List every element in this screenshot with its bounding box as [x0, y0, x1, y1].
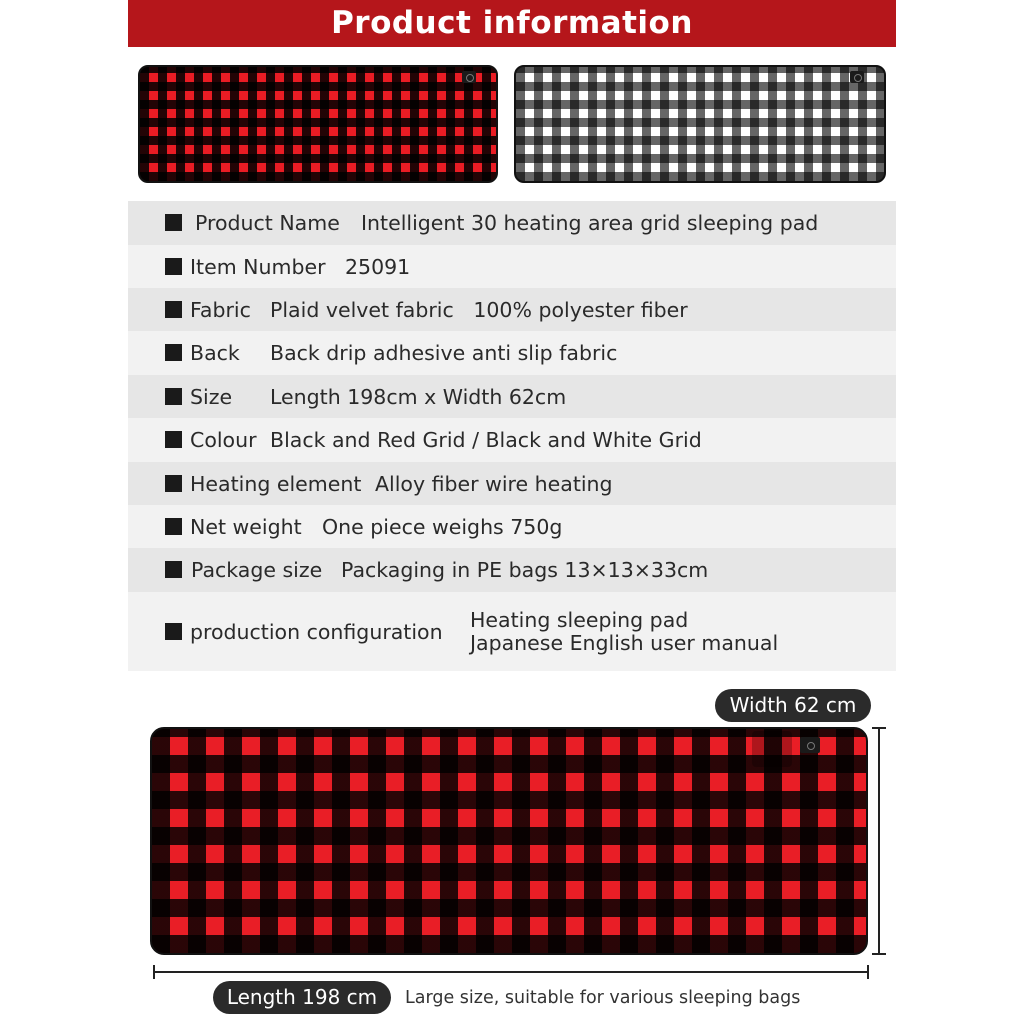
spec-row-heating-element	[128, 462, 896, 505]
width-indicator-cap-top	[872, 727, 886, 729]
bullet-square-icon	[165, 258, 182, 275]
spec-row-fabric	[128, 288, 896, 331]
spec-value: Black and Red Grid / Black and White Grid	[270, 428, 702, 452]
spec-row-size	[128, 375, 896, 418]
length-dimension-label: Length 198 cm	[226, 985, 378, 1009]
spec-label: Fabric	[190, 297, 251, 322]
spec-row-net-weight	[128, 505, 896, 548]
spec-label: Product Name	[195, 211, 340, 235]
bullet-square-icon	[165, 344, 182, 361]
spec-row-production-configuration	[128, 592, 896, 671]
banner-title: Product information	[331, 5, 693, 41]
spec-label: Net weight	[190, 514, 302, 539]
controller-flap	[752, 731, 792, 767]
spec-row-back	[128, 331, 896, 375]
spec-row-product-name	[128, 201, 896, 245]
bullet-square-icon	[165, 388, 182, 405]
length-indicator-cap-left	[153, 965, 155, 979]
spec-label: Item Number	[190, 254, 326, 279]
spec-value-line: Heating sleeping pad	[470, 607, 689, 632]
width-dimension-label: Width 62 cm	[729, 693, 857, 717]
product-information-banner	[128, 0, 896, 47]
spec-label: Size	[190, 384, 233, 409]
spec-label: Heating element	[190, 471, 362, 496]
spec-label: Package size	[191, 558, 323, 582]
spec-label: Colour	[190, 428, 257, 452]
length-indicator-cap-right	[867, 965, 869, 979]
size-note: Large size, suitable for various sleeping bags	[405, 988, 801, 1008]
bullet-square-icon	[165, 518, 182, 535]
spec-value: Back drip adhesive anti slip fabric	[270, 341, 618, 365]
spec-value: Alloy fiber wire heating	[375, 471, 613, 496]
bullet-square-icon	[165, 431, 182, 448]
controller-icon	[850, 71, 864, 83]
length-indicator-line	[153, 971, 869, 973]
spec-label: Back	[190, 341, 240, 365]
large-red-plaid-pad-image	[150, 727, 868, 955]
spec-value-line: Japanese English user manual	[470, 630, 779, 655]
length-dimension-badge	[213, 981, 391, 1014]
spec-label: production configuration	[190, 619, 443, 644]
spec-value: Intelligent 30 heating area grid sleeping pad	[361, 211, 819, 235]
bullet-square-icon	[165, 214, 182, 231]
spec-value: One piece weighs 750g	[322, 514, 563, 539]
width-indicator-line	[878, 727, 880, 955]
bullet-square-icon	[165, 623, 182, 640]
bullet-square-icon	[165, 475, 182, 492]
width-dimension-badge	[715, 689, 871, 722]
black-white-plaid-pad-image	[514, 65, 886, 183]
bullet-square-icon	[165, 301, 182, 318]
spec-value: Plaid velvet fabric 100% polyester fiber	[270, 297, 688, 322]
controller-icon	[800, 737, 820, 753]
red-plaid-pad-image	[138, 65, 498, 183]
controller-icon	[462, 71, 476, 83]
spec-row-colour	[128, 418, 896, 462]
width-indicator-cap-bottom	[872, 953, 886, 955]
spec-value: Length 198cm x Width 62cm	[270, 384, 567, 409]
spec-table	[128, 201, 896, 671]
spec-row-package-size	[128, 548, 896, 592]
spec-value-lines	[470, 609, 778, 655]
spec-value: 25091	[345, 254, 411, 279]
bullet-square-icon	[165, 561, 182, 578]
spec-row-item-number	[128, 245, 896, 288]
spec-value: Packaging in PE bags 13×13×33cm	[341, 558, 709, 582]
